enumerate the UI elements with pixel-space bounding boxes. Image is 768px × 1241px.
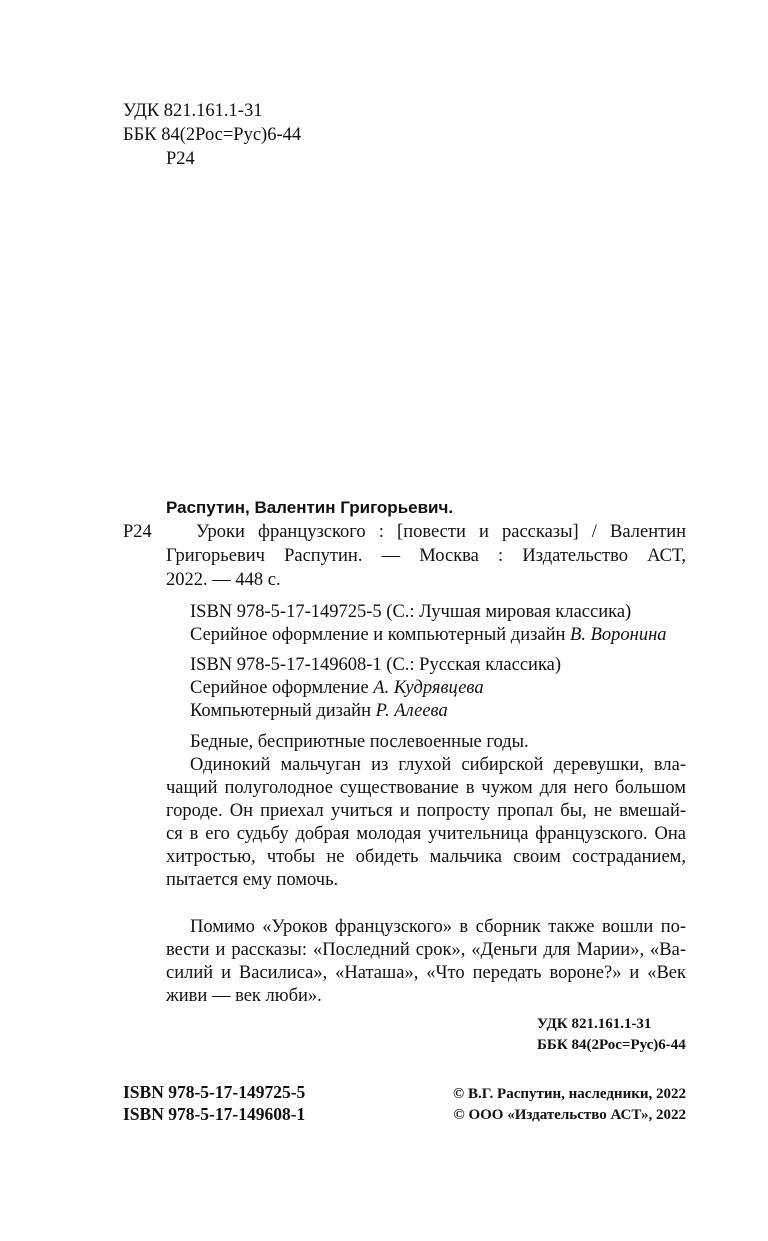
entry-heading: Распутин, Валентин Григорьевич.	[166, 498, 454, 517]
annotation-line-4: городе. Он приехал учиться и попросту пропал бы, не вмешай-	[166, 801, 686, 821]
annotation-line-2: Одинокий мальчуган из глухой сибирской деревушки, вла-	[190, 755, 686, 775]
isbn-bottom-2: ISBN 978-5-17-149608-1	[123, 1104, 306, 1124]
computer-credit-2-name: Р. Алеева	[375, 701, 448, 721]
isbn-line-2: ISBN 978-5-17-149608-1 (С.: Русская классика)	[190, 655, 562, 675]
author-mark-top: Р24	[166, 149, 195, 169]
series-credit-2-prefix: Серийное оформление	[190, 678, 374, 698]
design-credit-1-name: В. Воронина	[570, 625, 667, 645]
contents-line-4: живи — век люби».	[166, 986, 322, 1006]
title-line-3: 2022. — 448 с.	[166, 570, 281, 590]
copyright-author: © В.Г. Распутин, наследники, 2022	[452, 1086, 686, 1102]
title-line-2: Григорьевич Распутин. — Москва : Издательство АСТ,	[166, 546, 686, 566]
contents-line-1: Помимо «Уроков французского» в сборник также вошли по-	[190, 917, 686, 937]
computer-credit-2-prefix: Компьютерный дизайн	[190, 701, 376, 721]
udk-code-top: УДК 821.161.1-31	[123, 101, 263, 121]
annotation-line-7: пытается ему помочь.	[166, 870, 339, 890]
bbk-code-bottom: ББК 84(2Рос=Рус)6-44	[537, 1037, 686, 1053]
contents-line-3: силий и Василиса», «Наташа», «Что передать вороне?» и «Век	[166, 963, 686, 983]
design-credit-1	[190, 624, 667, 647]
isbn-bottom-1: ISBN 978-5-17-149725-5	[123, 1082, 306, 1102]
annotation-line-3: чащий полуголодное существование в чужом для него большом	[166, 778, 686, 798]
annotation-line-6: хитростью, чтобы не обидеть мальчика своим состраданием,	[166, 847, 686, 867]
annotation-line-1: Бедные, бесприютные послевоенные годы.	[190, 732, 529, 752]
bbk-code-top: ББК 84(2Рос=Рус)6-44	[123, 125, 302, 145]
udk-code-bottom: УДК 821.161.1-31	[537, 1016, 652, 1032]
copyright-publisher: © ООО «Издательство АСТ», 2022	[453, 1107, 686, 1123]
entry-author-mark: Р24	[123, 522, 152, 542]
title-line-1: Уроки французского : [повести и рассказы] / Валентин	[196, 522, 686, 542]
series-credit-2-name: А. Кудрявцева	[373, 678, 484, 698]
contents-line-2: вести и рассказы: «Последний срок», «Деньги для Марии», «Ва-	[166, 940, 686, 960]
annotation-line-5: ся в его судьбу добрая молодая учительница французского. Она	[166, 824, 686, 844]
series-credit-2	[190, 677, 484, 700]
isbn-line-1: ISBN 978-5-17-149725-5 (С.: Лучшая мировая классика)	[190, 602, 632, 622]
computer-credit-2	[190, 700, 448, 723]
design-credit-1-prefix: Серийное оформление и компьютерный дизайн	[190, 625, 571, 645]
